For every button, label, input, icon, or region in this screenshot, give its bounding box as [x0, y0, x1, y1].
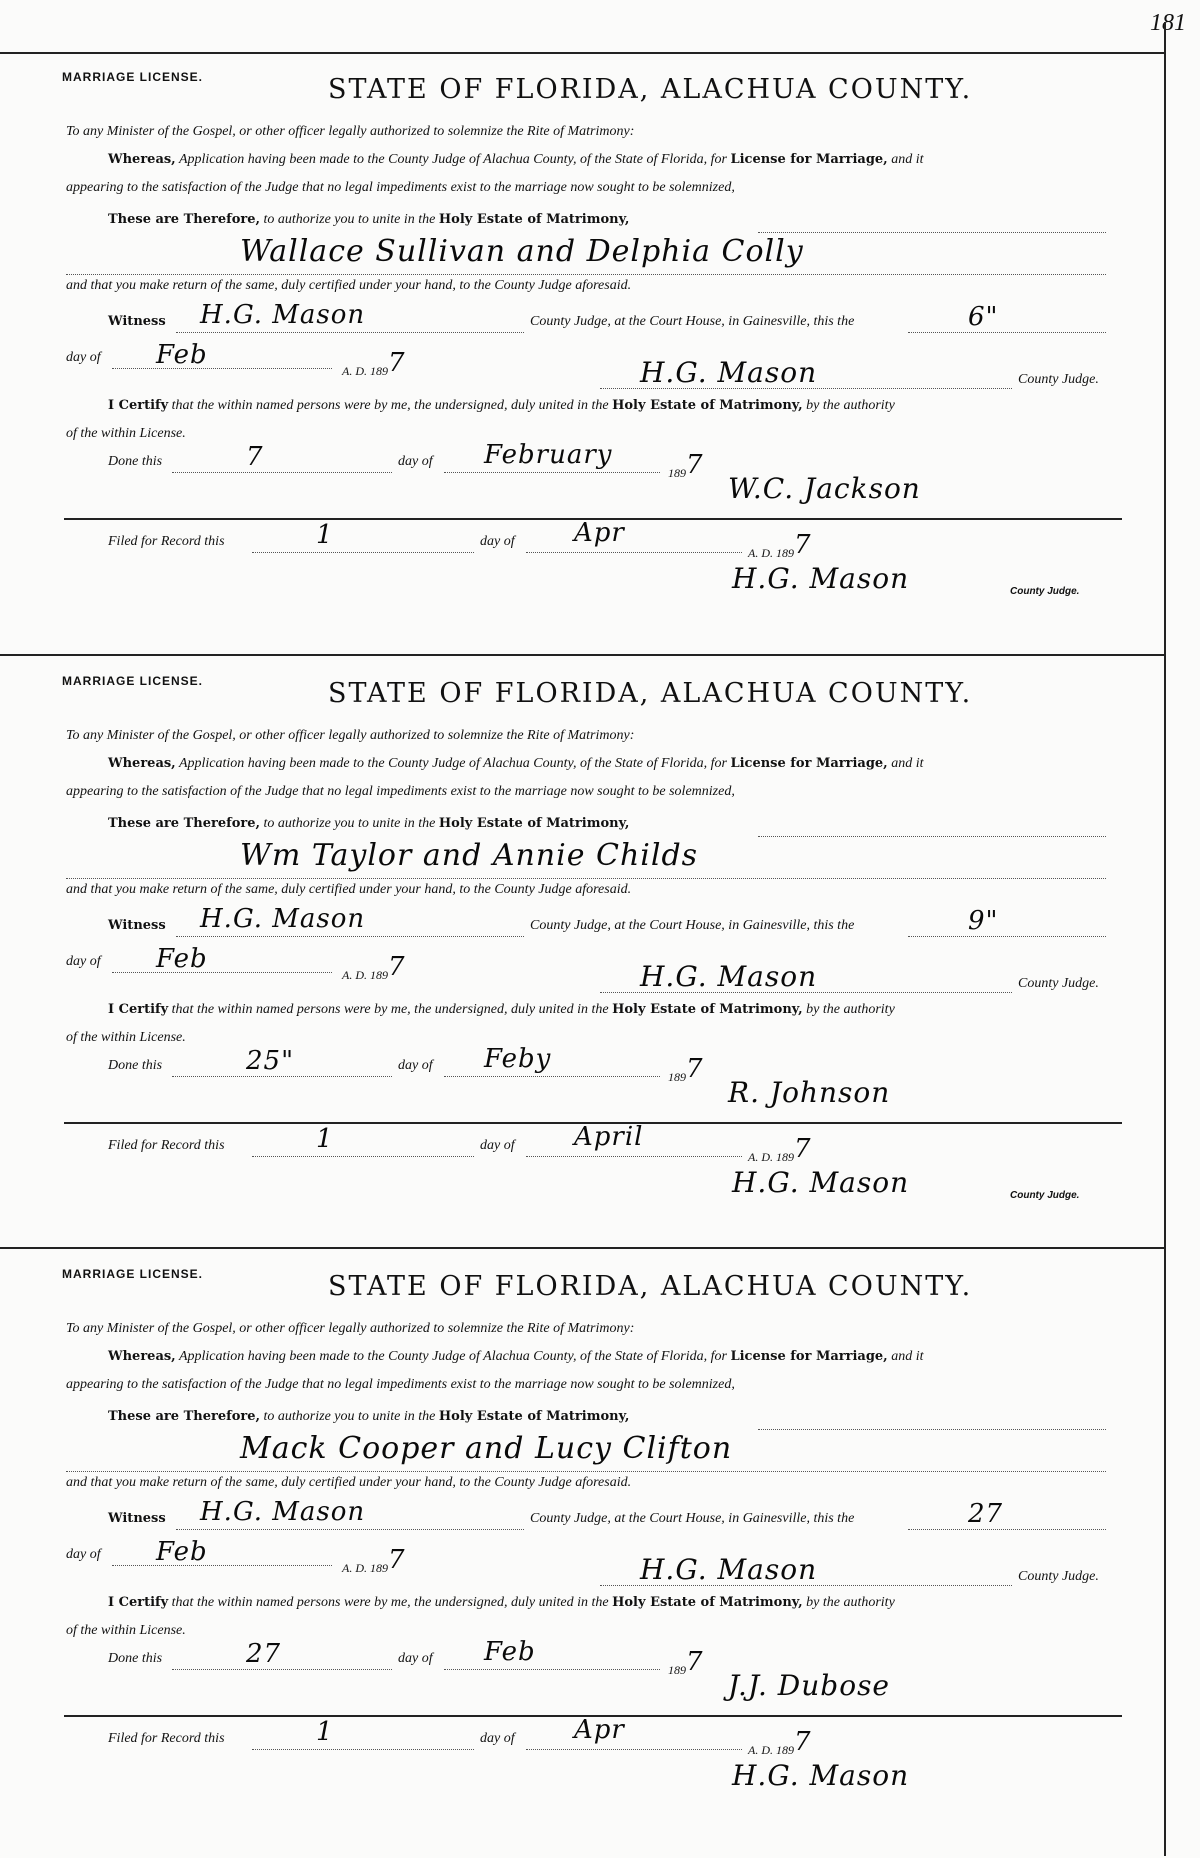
these-are-therefore: These are Therefore,: [108, 816, 261, 831]
appearing-line: appearing to the satisfaction of the Judge that no legal impediments exist to the marriage now sought to be solemnized,: [66, 180, 735, 195]
court-text: County Judge, at the Court House, in Gainesville, this the: [530, 1511, 855, 1526]
certify-line: [108, 1002, 895, 1018]
filed-day: 1: [316, 1124, 334, 1154]
dotted-line: [758, 1429, 1106, 1430]
dotted-line: [172, 472, 392, 473]
county-judge-label: County Judge.: [1018, 372, 1099, 387]
these-are-therefore: These are Therefore,: [108, 1409, 261, 1424]
court-text: County Judge, at the Court House, in Gainesville, this the: [530, 314, 855, 329]
dotted-line: [176, 1529, 524, 1530]
return-line: and that you make return of the same, duly certified under your hand, to the County Judge aforesaid.: [66, 1475, 632, 1490]
marriage-license-record: [0, 52, 1166, 654]
dotted-line: [444, 472, 660, 473]
witness-word: Witness: [108, 314, 166, 329]
filed-ad-label: A. D. 1897: [748, 1134, 812, 1164]
i-certify: I Certify: [108, 1002, 169, 1017]
day-of-label: day of: [66, 954, 101, 969]
dotted-line: [526, 552, 742, 553]
dotted-line: [526, 1156, 742, 1157]
dotted-line: [252, 552, 474, 553]
return-line: and that you make return of the same, duly certified under your hand, to the County Judge aforesaid.: [66, 882, 632, 897]
authorize-text: to authorize you to unite in the: [263, 816, 436, 831]
filed-dayof-label: day of: [480, 534, 515, 549]
license-month: Feb: [156, 340, 208, 370]
filed-dayof-label: day of: [480, 1138, 515, 1153]
by-authority: by the authority: [806, 1595, 895, 1610]
witness-word: Witness: [108, 1511, 166, 1526]
dotted-line: [172, 1076, 392, 1077]
done-month: Feby: [484, 1044, 552, 1074]
dotted-line: [176, 332, 524, 333]
state-title: STATE OF FLORIDA, ALACHUA COUNTY.: [328, 1271, 973, 1302]
filed-day: 1: [316, 1717, 334, 1747]
day-of-label: day of: [66, 350, 101, 365]
ad-label: A. D. 1897: [342, 1545, 406, 1575]
filed-signature: H.G. Mason: [732, 1759, 910, 1792]
judge-signature: H.G. Mason: [640, 960, 818, 993]
day-of-label: day of: [66, 1547, 101, 1562]
dotted-line: [176, 936, 524, 937]
i-certify: I Certify: [108, 398, 169, 413]
license-for-marriage: License for Marriage,: [730, 756, 888, 771]
dotted-line: [66, 274, 1106, 275]
whereas-line: [108, 152, 923, 168]
dotted-line: [908, 332, 1106, 333]
couple-names: Mack Cooper and Lucy Clifton: [240, 1431, 733, 1466]
done-dayof-label: day of: [398, 1651, 433, 1666]
these-line: [108, 816, 629, 832]
judge-signature: H.G. Mason: [640, 356, 818, 389]
whereas-word: Whereas,: [108, 756, 176, 771]
court-text: County Judge, at the Court House, in Gainesville, this the: [530, 918, 855, 933]
dotted-line: [758, 836, 1106, 837]
county-judge-label: County Judge.: [1018, 976, 1099, 991]
dotted-line: [758, 232, 1106, 233]
holy-estate: Holy Estate of Matrimony,: [438, 816, 630, 831]
ad-label: A. D. 1897: [342, 348, 406, 378]
filed-month: Apr: [574, 1715, 625, 1745]
license-for-marriage: License for Marriage,: [730, 1349, 888, 1364]
dotted-line: [444, 1076, 660, 1077]
dotted-line: [444, 1669, 660, 1670]
filed-ad-label: A. D. 1897: [748, 530, 812, 560]
done-day: 7: [246, 442, 264, 472]
authorize-text: to authorize you to unite in the: [263, 1409, 436, 1424]
holy-estate: Holy Estate of Matrimony,: [438, 212, 630, 227]
certify-holy-estate: Holy Estate of Matrimony,: [612, 398, 803, 413]
dotted-line: [252, 1749, 474, 1750]
marriage-license-record: [0, 1247, 1166, 1858]
dotted-line: [908, 1529, 1106, 1530]
state-title: STATE OF FLORIDA, ALACHUA COUNTY.: [328, 678, 973, 709]
done-label: Done this: [108, 1058, 163, 1073]
done-label: Done this: [108, 1651, 163, 1666]
done-month: Feb: [484, 1637, 536, 1667]
done-month: February: [484, 440, 613, 470]
certify-holy-estate: Holy Estate of Matrimony,: [612, 1595, 803, 1610]
done-day: 27: [246, 1639, 282, 1669]
judge-signature: H.G. Mason: [640, 1553, 818, 1586]
whereas-line: [108, 1349, 923, 1365]
witness-signature: H.G. Mason: [200, 904, 366, 934]
address-line: To any Minister of the Gospel, or other officer legally authorized to solemnize the Rite of Matrimony:: [66, 1321, 635, 1336]
whereas-word: Whereas,: [108, 1349, 176, 1364]
filed-label: Filed for Record this: [108, 534, 225, 549]
and-it: and it: [891, 152, 924, 167]
state-title: STATE OF FLORIDA, ALACHUA COUNTY.: [328, 74, 973, 105]
license-heading: MARRIAGE LICENSE.: [62, 674, 204, 688]
certify-line: [108, 1595, 895, 1611]
dotted-line: [908, 936, 1106, 937]
license-month: Feb: [156, 1537, 208, 1567]
these-line: [108, 1409, 629, 1425]
by-authority: by the authority: [806, 1002, 895, 1017]
license-for-marriage: License for Marriage,: [730, 152, 888, 167]
done-dayof-label: day of: [398, 454, 433, 469]
done-day: 25": [246, 1046, 295, 1076]
whereas-text: Application having been made to the County Judge of Alachua County, of the State of Florida, for: [178, 152, 727, 167]
certify-line: [108, 398, 895, 414]
filed-county-judge-label: County Judge.: [1010, 1190, 1080, 1201]
filed-signature: H.G. Mason: [732, 562, 910, 595]
of-license: of the within License.: [66, 426, 186, 441]
filed-ad-label: A. D. 1897: [748, 1727, 812, 1757]
filed-label: Filed for Record this: [108, 1731, 225, 1746]
filed-month: Apr: [574, 518, 625, 548]
dotted-line: [112, 972, 332, 973]
appearing-line: appearing to the satisfaction of the Judge that no legal impediments exist to the marriage now sought to be solemnized,: [66, 784, 735, 799]
holy-estate: Holy Estate of Matrimony,: [438, 1409, 630, 1424]
filed-dayof-label: day of: [480, 1731, 515, 1746]
page-number: 181: [1150, 10, 1186, 36]
license-month: Feb: [156, 944, 208, 974]
dotted-line: [252, 1156, 474, 1157]
license-heading: MARRIAGE LICENSE.: [62, 70, 204, 84]
authorize-text: to authorize you to unite in the: [263, 212, 436, 227]
of-license: of the within License.: [66, 1623, 186, 1638]
these-line: [108, 212, 629, 228]
dotted-line: [172, 1669, 392, 1670]
done-year: 1897: [668, 450, 704, 480]
whereas-text: Application having been made to the County Judge of Alachua County, of the State of Florida, for: [178, 756, 727, 771]
filed-label: Filed for Record this: [108, 1138, 225, 1153]
couple-names: Wallace Sullivan and Delphia Colly: [240, 234, 804, 269]
certify-holy-estate: Holy Estate of Matrimony,: [612, 1002, 803, 1017]
done-year: 1897: [668, 1054, 704, 1084]
dotted-line: [66, 1471, 1106, 1472]
and-it: and it: [891, 756, 924, 771]
and-it: and it: [891, 1349, 924, 1364]
license-day: 27: [968, 1499, 1004, 1529]
whereas-line: [108, 756, 923, 772]
dotted-line: [112, 368, 332, 369]
filed-county-judge-label: County Judge.: [1010, 586, 1080, 597]
done-label: Done this: [108, 454, 163, 469]
done-year: 1897: [668, 1647, 704, 1677]
license-day: 6": [968, 302, 999, 332]
dotted-line: [526, 1749, 742, 1750]
officiant-signature: W.C. Jackson: [728, 472, 921, 505]
witness-signature: H.G. Mason: [200, 1497, 366, 1527]
i-certify: I Certify: [108, 1595, 169, 1610]
county-judge-label: County Judge.: [1018, 1569, 1099, 1584]
witness-signature: H.G. Mason: [200, 300, 366, 330]
filed-month: April: [574, 1122, 644, 1152]
ad-label: A. D. 1897: [342, 952, 406, 982]
appearing-line: appearing to the satisfaction of the Judge that no legal impediments exist to the marriage now sought to be solemnized,: [66, 1377, 735, 1392]
license-heading: MARRIAGE LICENSE.: [62, 1267, 204, 1281]
officiant-signature: R. Johnson: [728, 1076, 891, 1109]
filed-day: 1: [316, 520, 334, 550]
address-line: To any Minister of the Gospel, or other officer legally authorized to solemnize the Rite of Matrimony:: [66, 124, 635, 139]
done-dayof-label: day of: [398, 1058, 433, 1073]
by-authority: by the authority: [806, 398, 895, 413]
dotted-line: [66, 878, 1106, 879]
certify-text: that the within named persons were by me, the undersigned, duly united in the: [171, 398, 609, 413]
return-line: and that you make return of the same, duly certified under your hand, to the County Judge aforesaid.: [66, 278, 632, 293]
dotted-line: [112, 1565, 332, 1566]
officiant-signature: J.J. Dubose: [728, 1669, 891, 1702]
filed-signature: H.G. Mason: [732, 1166, 910, 1199]
whereas-word: Whereas,: [108, 152, 176, 167]
marriage-license-record: [0, 654, 1166, 1249]
witness-word: Witness: [108, 918, 166, 933]
certify-text: that the within named persons were by me, the undersigned, duly united in the: [171, 1595, 609, 1610]
whereas-text: Application having been made to the County Judge of Alachua County, of the State of Florida, for: [178, 1349, 727, 1364]
address-line: To any Minister of the Gospel, or other officer legally authorized to solemnize the Rite of Matrimony:: [66, 728, 635, 743]
of-license: of the within License.: [66, 1030, 186, 1045]
these-are-therefore: These are Therefore,: [108, 212, 261, 227]
certify-text: that the within named persons were by me, the undersigned, duly united in the: [171, 1002, 609, 1017]
license-day: 9": [968, 906, 999, 936]
couple-names: Wm Taylor and Annie Childs: [240, 838, 699, 873]
